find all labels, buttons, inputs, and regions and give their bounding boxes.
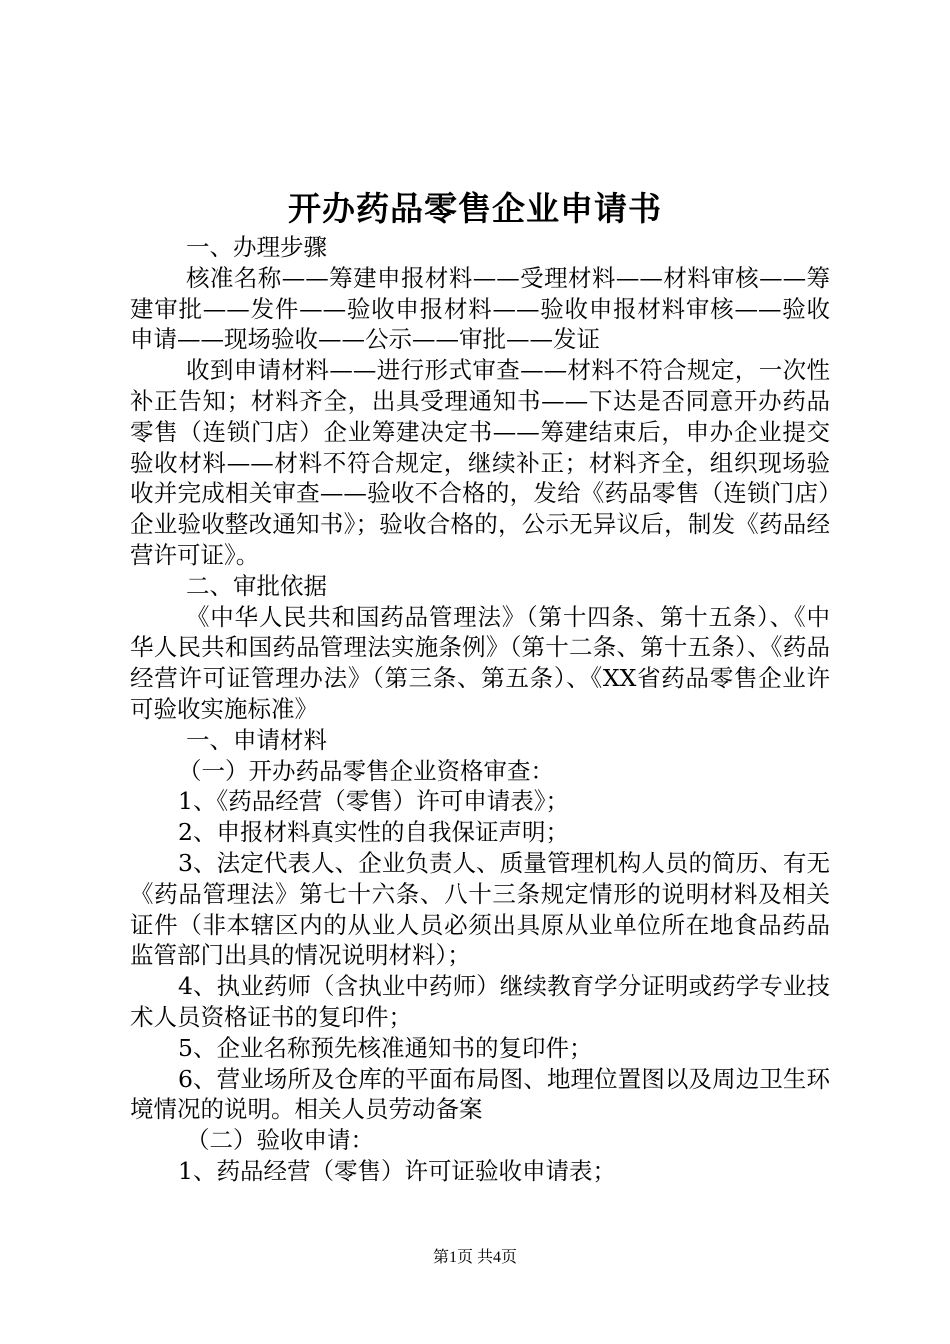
list-item: 2、申报材料真实性的自我保证声明； xyxy=(178,818,569,847)
paragraph: 核准名称——筹建申报材料——受理材料——材料审核——筹建审批——发件——验收申报材料——验收申报材料审核——验收申请——现场验收——公示——审批——发证 xyxy=(130,263,830,354)
subsection-heading: （一）开办药品零售企业资格审查： xyxy=(178,756,554,785)
paragraph: 《中华人民共和国药品管理法》（第十四条、第十五条）、《中华人民共和国药品管理法实施条例》（第十二条、第十五条）、《药品经营许可证管理办法》（第三条、第五条）、《XX省药品零售企业许可验收实施标准》 xyxy=(130,602,830,723)
page-footer: 第1页 共4页 xyxy=(432,1249,517,1266)
section-heading: 一、申请材料 xyxy=(186,725,327,754)
subsection-heading: （二）验收申请： xyxy=(186,1126,374,1155)
list-item: 1、《药品经营（零售）许可申请表》； xyxy=(178,787,569,816)
list-item: 3、法定代表人、企业负责人、质量管理机构人员的简历、有无《药品管理法》第七十六条、八十三条规定情形的说明材料及相关证件（非本辖区内的从业人员必须出具原从业单位所在地食品药品监管部门出具的情况说明材料）； xyxy=(130,848,830,970)
paragraph: 收到申请材料——进行形式审查——材料不符合规定，一次性补正告知；材料齐全，出具受理通知书——下达是否同意开办药品零售（连锁门店）企业筹建决定书——筹建结束后，申办企业提交验收材料——材料不符合规定，继续补正；材料齐全，组织现场验收并完成相关审查——验收不合格的，发给《药品零售（连锁门店）企业验收整改通知书》；验收合格的，公示无异议后，制发《药品经营许可证》。 xyxy=(130,356,830,569)
list-item: 4、执业药师（含执业中药师）继续教育学分证明或药学专业技术人员资格证书的复印件； xyxy=(130,972,830,1031)
document-body xyxy=(130,232,830,1187)
list-item: 6、营业场所及仓库的平面布局图、地理位置图以及周边卫生环境情况的说明。相关人员劳动备案 xyxy=(130,1064,830,1124)
section-heading: 二、审批依据 xyxy=(186,571,327,600)
document-title: 开办药品零售企业申请书 xyxy=(288,189,662,228)
section-heading: 一、办理步骤 xyxy=(186,233,327,261)
list-item: 5、企业名称预先核准通知书的复印件； xyxy=(178,1033,593,1062)
list-item: 1、药品经营（零售）许可证验收申请表； xyxy=(178,1156,616,1185)
